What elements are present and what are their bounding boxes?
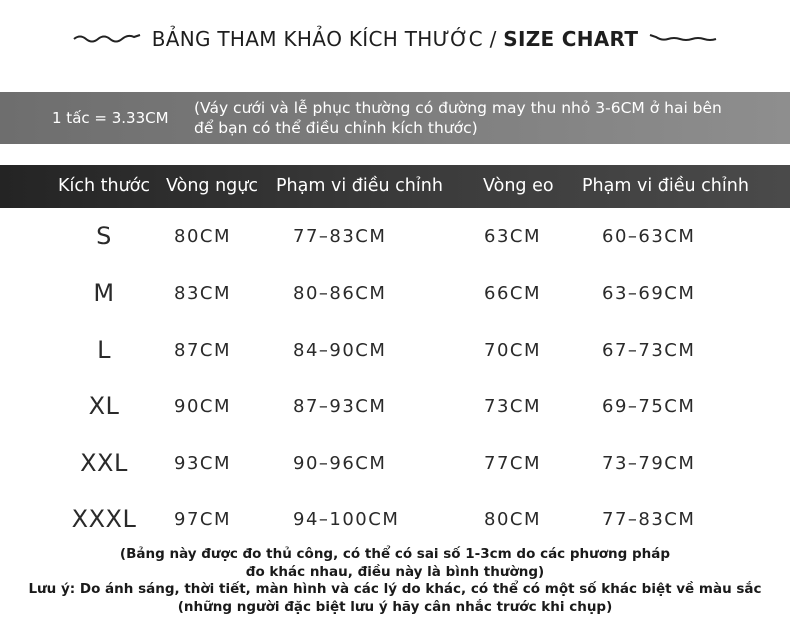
title-english: SIZE CHART xyxy=(503,27,639,51)
cell-waist: 77CM xyxy=(484,453,542,474)
cell-bust: 90CM xyxy=(174,396,232,417)
cell-bust: 97CM xyxy=(174,509,232,530)
footer-line2: đo khác nhau, điều này là bình thường) xyxy=(245,563,545,580)
header-waist: Vòng eo xyxy=(483,176,554,196)
decorative-squiggle-right-icon xyxy=(648,31,718,47)
title-row xyxy=(0,22,790,56)
cell-waist: 73CM xyxy=(484,396,542,417)
unit-conversion: 1 tấc = 3.33CM xyxy=(52,109,169,127)
table-header xyxy=(0,165,790,208)
cell-size: S xyxy=(96,222,112,250)
cell-bust-range: 84–90CM xyxy=(293,340,387,361)
tailoring-note xyxy=(194,98,764,138)
title-vietnamese: BẢNG THAM KHẢO KÍCH THƯỚC xyxy=(151,27,483,51)
cell-size: XXL xyxy=(80,449,128,477)
cell-size: L xyxy=(97,336,111,364)
tailoring-note-line1: (Váy cưới và lễ phục thường có đường may thu nhỏ 3-6CM ở hai bên xyxy=(194,99,722,117)
cell-waist-range: 73–79CM xyxy=(602,453,696,474)
cell-waist-range: 67–73CM xyxy=(602,340,696,361)
header-waist-range: Phạm vi điều chỉnh xyxy=(582,176,749,196)
footer-line1: (Bảng này được đo thủ công, có thể có sai số 1-3cm do các phương pháp xyxy=(119,546,671,562)
header-bust: Vòng ngực xyxy=(166,176,258,196)
cell-waist: 63CM xyxy=(484,226,542,247)
table-row xyxy=(0,435,790,492)
cell-waist: 66CM xyxy=(484,283,542,304)
table-row xyxy=(0,322,790,379)
header-size: Kích thước xyxy=(58,176,150,196)
decorative-squiggle-left-icon xyxy=(72,31,142,47)
cell-waist-range: 77–83CM xyxy=(602,509,696,530)
cell-bust: 80CM xyxy=(174,226,232,247)
cell-bust: 93CM xyxy=(174,453,232,474)
cell-size: M xyxy=(93,279,115,307)
cell-waist-range: 60–63CM xyxy=(602,226,696,247)
footer-line4: (những người đặc biệt lưu ý hãy cân nhắc trước khi chụp) xyxy=(177,598,613,615)
cell-bust-range: 87–93CM xyxy=(293,396,387,417)
footer-notes xyxy=(0,546,790,616)
title-separator: / xyxy=(482,27,504,51)
table-row xyxy=(0,265,790,322)
header-bust-range: Phạm vi điều chỉnh xyxy=(276,176,443,196)
tailoring-note-line2: để bạn có thể điều chỉnh kích thước) xyxy=(194,119,478,137)
cell-waist-range: 63–69CM xyxy=(602,283,696,304)
page-title xyxy=(152,27,639,51)
cell-bust: 83CM xyxy=(174,283,232,304)
table-row xyxy=(0,208,790,265)
cell-size: XXXL xyxy=(71,505,137,533)
table-row xyxy=(0,378,790,435)
note-band xyxy=(0,92,790,144)
cell-bust-range: 80–86CM xyxy=(293,283,387,304)
cell-waist-range: 69–75CM xyxy=(602,396,696,417)
footer-line3: Lưu ý: Do ánh sáng, thời tiết, màn hình và các lý do khác, có thể có một số khác biệt về màu sắc xyxy=(28,581,762,597)
cell-size: XL xyxy=(88,392,120,420)
cell-bust-range: 77–83CM xyxy=(293,226,387,247)
cell-bust-range: 94–100CM xyxy=(293,509,400,530)
cell-bust: 87CM xyxy=(174,340,232,361)
table-row xyxy=(0,491,790,548)
cell-bust-range: 90–96CM xyxy=(293,453,387,474)
cell-waist: 80CM xyxy=(484,509,542,530)
cell-waist: 70CM xyxy=(484,340,542,361)
